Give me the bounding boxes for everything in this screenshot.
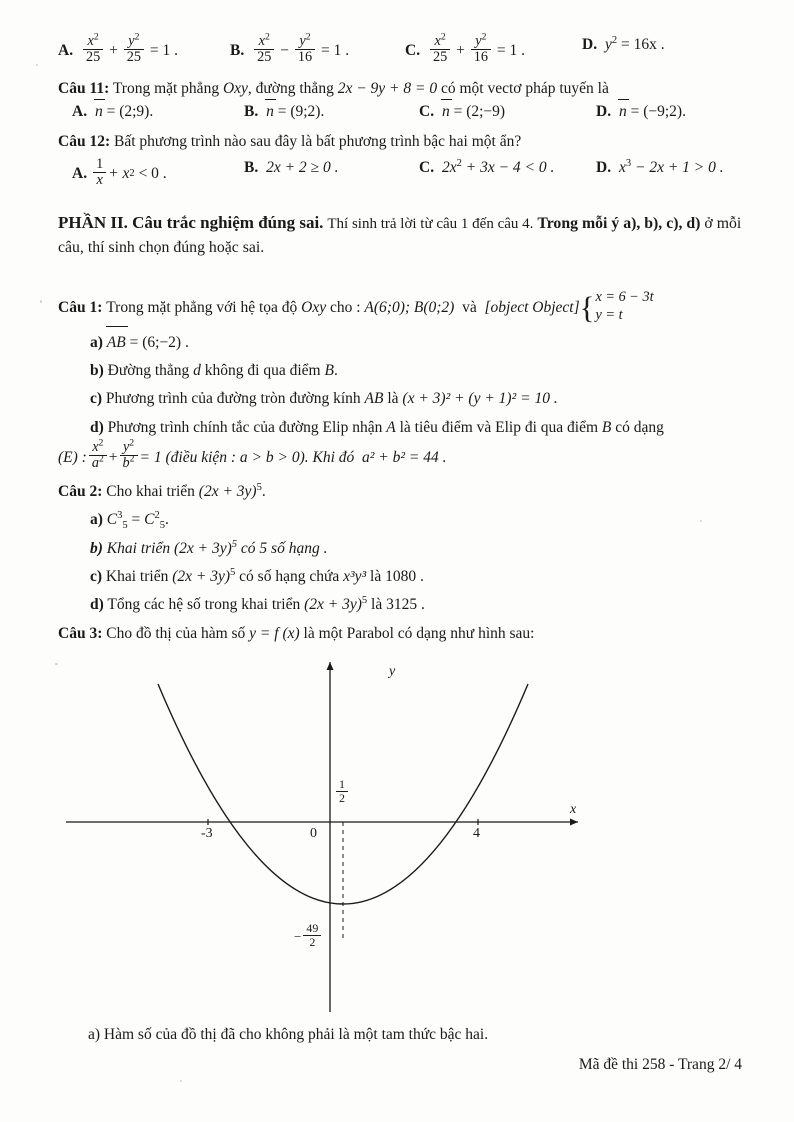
scan-speck <box>180 1080 182 1082</box>
question-11-label: Câu 11: <box>58 80 110 98</box>
x-axis-label: x <box>570 801 577 817</box>
option-b-tail: = 1 . <box>320 42 350 60</box>
page-footer: Mã đề thi 258 - Trang 2/ 4 <box>578 1056 742 1073</box>
y-axis-label: y <box>389 663 396 679</box>
option-d-label: D. <box>582 36 598 53</box>
question-12: Câu 12: Bất phương trình nào sau đây là bất phương trình bậc hai một ẩn? <box>58 133 522 151</box>
q11-option-a[interactable]: A. n = (2;9). <box>72 103 154 121</box>
fraction-y2-25: $\frac{y^2}{25}$ <box>124 34 144 65</box>
cau-1-d-line2: (E) : $\frac{x^2}{a^2}$ + $\frac{y^2}{b^2}$ = 1 (điều kiện : a > b > 0). Khi đó a² + b² = 44 . <box>58 437 447 471</box>
option-d[interactable]: D. $y^2 = 16x$ . <box>582 34 665 53</box>
vertex-x-label <box>334 776 350 806</box>
fraction-x2-25-c: $\frac{x^2}{25}$ <box>430 34 450 65</box>
fraction-y2-16-b: $\frac{y^2}{16}$ <box>295 34 315 65</box>
q11-option-d[interactable]: D. n = (−9;2). <box>596 103 686 121</box>
cau-2-label: Câu 2: <box>58 483 103 501</box>
fraction-y2-b2: $\frac{y^2}{b^2}$ <box>120 440 138 471</box>
cau-2-c: c) Khai triển $(2x + 3y)^5$ có số hạng chứa x³y³ là 1080 . <box>90 566 424 585</box>
cau-1-a: a) AB = (6;−2) . <box>90 331 748 354</box>
cau-1-b: b) Đường thẳng d không đi qua điểm B. <box>90 362 338 380</box>
fraction-one-half: $\frac{1}{2}$ <box>336 778 348 804</box>
parabola-svg <box>58 652 748 1024</box>
scan-speck <box>55 663 58 665</box>
part-2-title: PHẦN II. Câu trắc nghiệm đúng sai. <box>58 212 324 232</box>
question-11: Câu 11: Trong mặt phẳng Oxy, đường thẳng 2x − 9y + 8 = 0 có một vectơ pháp tuyến là <box>58 80 609 98</box>
option-d-tail: = 16x . <box>620 36 665 53</box>
q12-option-c[interactable]: C. $2x^2 + 3x - 4 < 0$ . <box>419 157 555 176</box>
q11-option-c[interactable]: C. n = (2;−9) <box>419 103 506 121</box>
option-a-tail: = 1 . <box>149 42 178 60</box>
cau-2-d: d) Tổng các hệ số trong khai triển $(2x + 3y)^5$ là 3125 . <box>90 595 425 614</box>
option-c-label: C. <box>405 42 421 60</box>
option-a-label: A. <box>58 42 74 60</box>
cau-2: Câu 2: Cho khai triển $(2x + 3y)^5$. <box>58 482 266 501</box>
cau-1-label: Câu 1: <box>58 298 103 316</box>
vector-n-c: n <box>441 103 450 121</box>
cau-2-b: b) Khai triển $(2x + 3y)^5$ có 5 số hạng . <box>90 538 328 557</box>
tick-label-neg3: -3 <box>201 825 213 841</box>
parabola-graph <box>58 652 748 1024</box>
option-c[interactable]: C. $\frac{x^2}{25}$ + $\frac{y^2}{16}$ = 1 . <box>405 31 525 65</box>
cau-3-a: a) Hàm số của đồ thị đã cho không phải là một tam thức bậc hai. <box>88 1026 489 1043</box>
cau-2-a: a) $C^3_5 = C^2_5$. <box>90 510 169 532</box>
fraction-1-x: $\frac{1}{x}$ <box>93 157 106 188</box>
cau-3-label: Câu 3: <box>58 625 103 643</box>
scan-speck <box>40 300 42 303</box>
scan-speck <box>700 520 702 522</box>
vector-n-d: n <box>618 103 627 121</box>
fraction-49-2: $\frac{49}{2}$ <box>303 922 321 948</box>
system-of-equations: { x = 6 − 3t y = t <box>579 289 654 325</box>
vector-n-a: n <box>94 103 103 121</box>
option-c-tail: = 1 . <box>496 42 525 60</box>
vertex-y-label: − $\frac{49}{2}$ <box>294 924 323 950</box>
question-11-options <box>72 103 762 121</box>
option-b[interactable]: B. $\frac{x^2}{25}$ − $\frac{y^2}{16}$ = 1 . <box>230 31 350 65</box>
fraction-y2-16-c: $\frac{y^2}{16}$ <box>471 34 491 65</box>
q12-option-a[interactable]: A. $\frac{1}{x}$ + x 2 < 0 . <box>72 155 167 188</box>
q12-option-d[interactable]: D. $x^3 - 2x + 1 > 0$ . <box>596 157 724 176</box>
option-a[interactable]: A. $\frac{x^2}{25}$ + $\frac{y^2}{25}$ = 1 . <box>58 31 178 65</box>
question-12-label: Câu 12: <box>58 133 111 151</box>
option-b-label: B. <box>230 42 245 60</box>
tick-label-0: 0 <box>310 825 317 841</box>
cau-1-c: c) Phương trình của đường tròn đường kính AB là (x + 3)² + (y + 1)² = 10 . <box>90 390 558 408</box>
q12-option-b[interactable]: B. 2x + 2 ≥ 0 . <box>244 158 339 176</box>
q11-option-b[interactable]: B. n = (9;2). <box>244 103 325 121</box>
page-content <box>58 31 748 1024</box>
question-12-options <box>72 155 762 190</box>
tick-label-4: 4 <box>473 825 480 841</box>
cau-1: Câu 1: Trong mặt phẳng với hệ tọa độ Oxy cho : A(6;0); B(0;2) và [object Object] { x = 6 − 3t y = t <box>58 289 654 325</box>
fraction-x2-a2: $\frac{x^2}{a^2}$ <box>89 440 107 471</box>
part-2-heading: PHẦN II. Câu trắc nghiệm đúng sai. Thí sinh trả lời từ câu 1 đến câu 4. Trong mỗi ý a), b), c), d) ở mỗi câu, thí sinh chọn đúng hoặc sai. <box>58 212 742 256</box>
fraction-x2-25: $\frac{x^2}{25}$ <box>83 34 103 65</box>
vector-ab: AB <box>107 331 126 354</box>
cau-1-d: d) Phương trình chính tắc của đường Elip nhận A là tiêu điểm và Elip đi qua điểm B có dạng <box>90 418 664 436</box>
scan-speck <box>36 64 38 66</box>
vector-n-b: n <box>266 103 274 121</box>
question-10-options <box>58 31 748 67</box>
cau-3: Câu 3: Cho đồ thị của hàm số y = f (x) là một Parabol có dạng như hình sau: <box>58 625 535 643</box>
fraction-x2-25-b: $\frac{x^2}{25}$ <box>254 34 274 65</box>
